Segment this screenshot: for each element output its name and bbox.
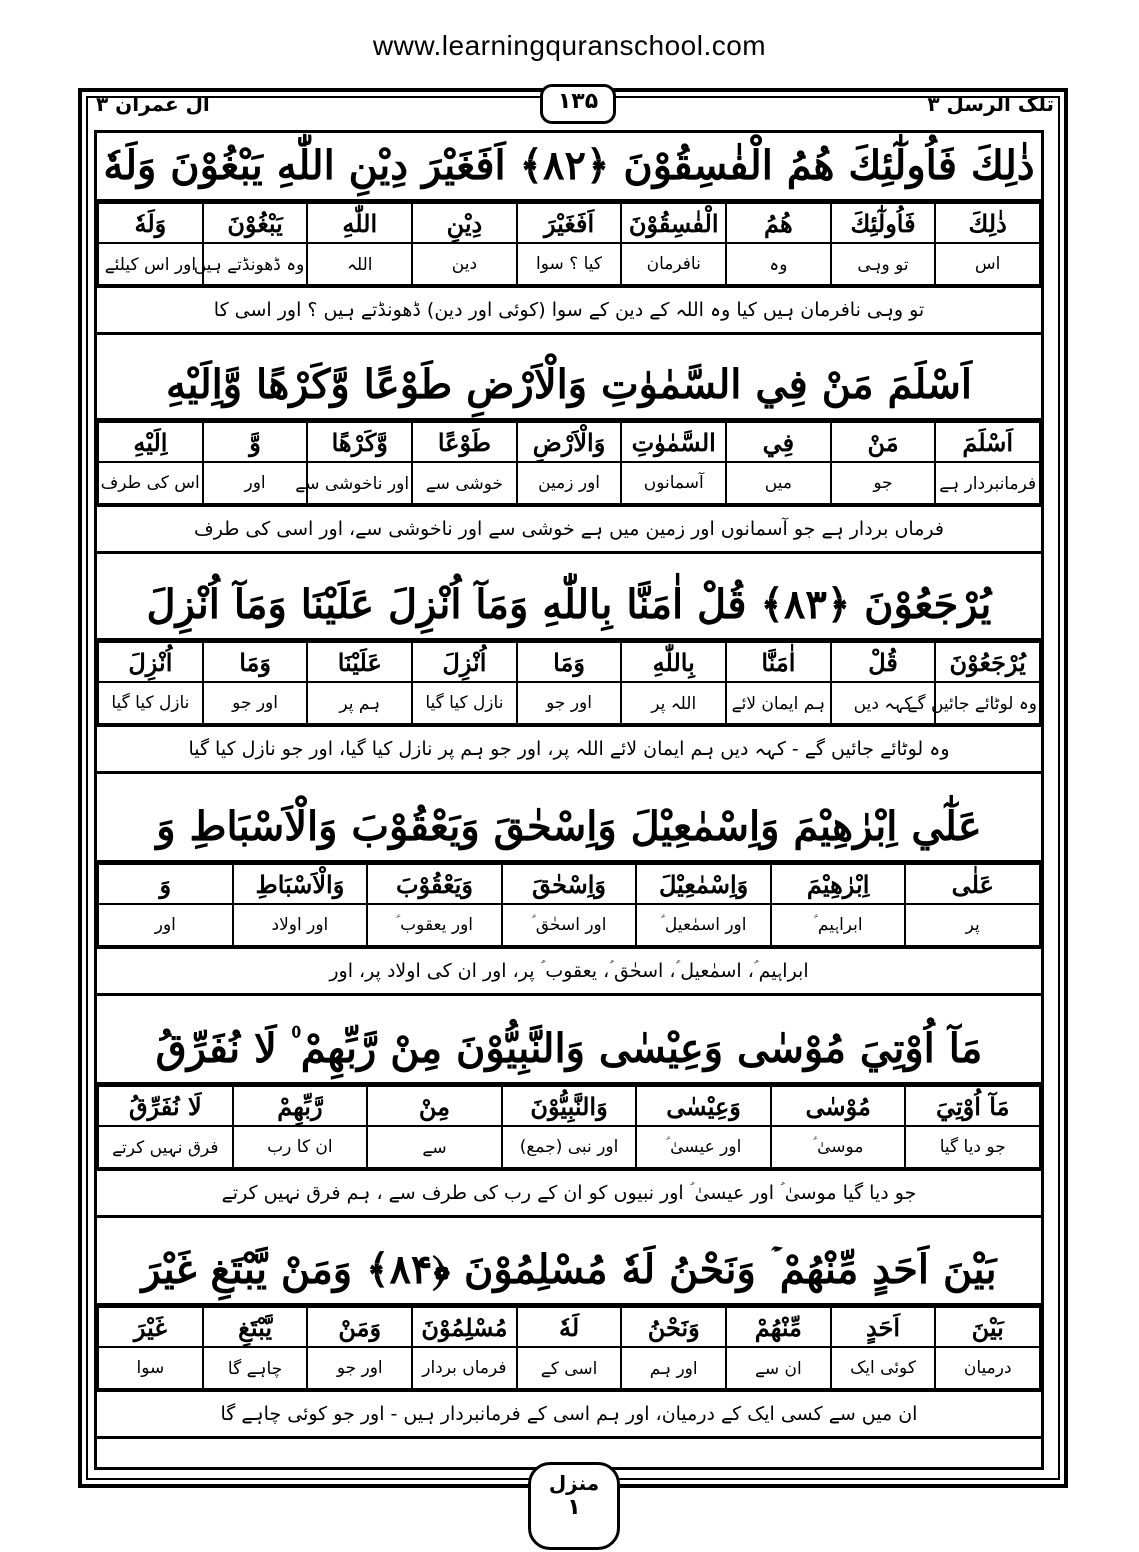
urdu-meaning: اور ہم <box>621 1347 726 1389</box>
site-url: www.learningquranschool.com <box>372 30 767 61</box>
arabic-word: وَّكَرْهًا <box>307 422 412 462</box>
urdu-meaning: نازل کیا گیا <box>98 682 203 724</box>
urdu-translation: تو وہی نافرمان ہیں کیا وہ اللہ کے دین کے سوا (کوئی اور دین) ڈھونڈتے ہیں ؟ اور اسی کا <box>97 286 1041 335</box>
urdu-meaning: پر <box>905 904 1040 946</box>
urdu-meaning: اور اسحٰق ؑ <box>502 904 637 946</box>
urdu-meaning: اور عیسیٰ ؑ <box>636 1126 771 1168</box>
arabic-word: وَاِسْمٰعِيْلَ <box>636 864 771 904</box>
urdu-meaning: جو دیا گیا <box>905 1126 1040 1168</box>
arabic-words-row <box>98 864 1040 904</box>
arabic-word: وَالْاَرْضِ <box>517 422 622 462</box>
urdu-meaning: میں <box>726 462 831 504</box>
urdu-meaning: اور <box>98 904 233 946</box>
urdu-meaning: موسیٰ ؑ <box>771 1126 906 1168</box>
arabic-word: لَهٗ <box>517 1307 622 1347</box>
arabic-word: مُوْسٰى <box>771 1086 906 1126</box>
urdu-meanings-row <box>98 462 1040 504</box>
arabic-word: اَحَدٍ <box>831 1307 936 1347</box>
urdu-meaning: اس <box>935 243 1040 285</box>
urdu-meaning: جو <box>831 462 936 504</box>
arabic-word: اُنْزِلَ <box>412 642 517 682</box>
urdu-meaning: اللہ پر <box>621 682 726 724</box>
arabic-words-row <box>98 1086 1040 1126</box>
arabic-word: اَفَغَيْرَ <box>517 203 622 243</box>
urdu-meanings-row <box>98 1126 1040 1168</box>
urdu-meaning: وہ <box>726 243 831 285</box>
urdu-meaning: دین <box>412 243 517 285</box>
urdu-meaning: آسمانوں <box>621 462 726 504</box>
surah-name: ال عمران ۳ <box>96 92 210 116</box>
manzil-badge <box>528 1462 620 1550</box>
urdu-meaning: نازل کیا گیا <box>412 682 517 724</box>
word-by-word-table <box>97 421 1041 505</box>
arabic-word: قُلْ <box>831 642 936 682</box>
arabic-word: يَّبْتَغِ <box>203 1307 308 1347</box>
manzil-label: منزل <box>548 1471 600 1495</box>
urdu-meaning: کوئی ایک <box>831 1347 936 1389</box>
urdu-meaning: اور جو <box>203 682 308 724</box>
arabic-word: وَمَا <box>203 642 308 682</box>
urdu-meaning: ابراہیم ؑ <box>771 904 906 946</box>
arabic-word: وَالنَّبِيُّوْنَ <box>502 1086 637 1126</box>
urdu-meaning: فرق نہیں کرتے <box>98 1126 233 1168</box>
urdu-translation: وہ لوٹائے جائیں گے - کہہ دیں ہم ایمان لائے اللہ پر، اور جو ہم پر نازل کیا گیا، اور جو نازل کیا گیا <box>97 725 1041 774</box>
arabic-word: وَّ <box>203 422 308 462</box>
urdu-meaning: وہ ڈھونڈتے ہیں <box>203 243 308 285</box>
word-by-word-table <box>97 1306 1041 1390</box>
arabic-verse: اَسْلَمَ مَنْ فِي السَّمٰوٰتِ وَالْاَرْضِ طَوْعًا وَّكَرْهًا وَّاِلَيْهِ <box>97 352 1041 421</box>
urdu-meaning: اور اسمٰعیل ؑ <box>636 904 771 946</box>
arabic-word: اللّٰهِ <box>307 203 412 243</box>
arabic-words-row <box>98 422 1040 462</box>
arabic-word: وَلَهٗ <box>98 203 203 243</box>
urdu-meaning: اور اولاد <box>233 904 368 946</box>
arabic-word: مَآ اُوْتِيَ <box>905 1086 1040 1126</box>
arabic-word: دِيْنِ <box>412 203 517 243</box>
arabic-word: وَمَنْ <box>307 1307 412 1347</box>
arabic-word: هُمُ <box>726 203 831 243</box>
arabic-word: رَّبِّهِمْ <box>233 1086 368 1126</box>
arabic-word: مِّنْهُمْ <box>726 1307 831 1347</box>
arabic-verse: مَآ اُوْتِيَ مُوْسٰى وَعِيْسٰى وَالنَّبِيُّوْنَ مِنْ رَّبِّهِمْ ۠ لَا نُفَرِّقُ <box>97 1016 1041 1085</box>
arabic-word: الْفٰسِقُوْنَ <box>621 203 726 243</box>
arabic-word: وَنَحْنُ <box>621 1307 726 1347</box>
urdu-translation: جو دیا گیا موسیٰ ؑ اور عیسیٰ ؑ اور نبیوں کو ان کے رب کی طرف سے ، ہم فرق نہیں کرتے <box>97 1169 1041 1218</box>
arabic-word: عَلَيْنَا <box>307 642 412 682</box>
urdu-meaning: اللہ <box>307 243 412 285</box>
urdu-meaning: ہم ایمان لائے <box>726 682 831 724</box>
verse-section <box>97 1237 1041 1439</box>
arabic-word: يَبْغُوْنَ <box>203 203 308 243</box>
urdu-meaning: فرمانبردار ہے <box>935 462 1040 504</box>
arabic-word: عَلٰی <box>905 864 1040 904</box>
arabic-verse: بَيْنَ اَحَدٍ مِّنْهُمْ ۡ وَنَحْنُ لَهٗ مُسْلِمُوْنَ ﴿۸۴﴾ وَمَنْ يَّبْتَغِ غَيْرَ <box>97 1237 1041 1306</box>
page-number: ۱۳۵ <box>540 84 616 124</box>
arabic-word: لَا نُفَرِّقُ <box>98 1086 233 1126</box>
verse-section <box>97 1016 1041 1218</box>
arabic-word: مِنْ <box>367 1086 502 1126</box>
urdu-meaning: اسی کے <box>517 1347 622 1389</box>
urdu-meanings-row <box>98 904 1040 946</box>
urdu-meaning: سوا <box>98 1347 203 1389</box>
verse-section <box>97 133 1041 335</box>
arabic-word: وَاِسْحٰقَ <box>502 864 637 904</box>
urdu-meanings-row <box>98 682 1040 724</box>
urdu-meaning: اور جو <box>517 682 622 724</box>
arabic-words-row <box>98 642 1040 682</box>
arabic-word: مَنْ <box>831 422 936 462</box>
verse-section <box>97 572 1041 774</box>
urdu-meaning: نافرمان <box>621 243 726 285</box>
arabic-word: مُسْلِمُوْنَ <box>412 1307 517 1347</box>
arabic-word: فِي <box>726 422 831 462</box>
arabic-word: اُنْزِلَ <box>98 642 203 682</box>
arabic-word: اٰمَنَّا <box>726 642 831 682</box>
urdu-meaning: تو وہی <box>831 243 936 285</box>
arabic-word: وَ <box>98 864 233 904</box>
urdu-meaning: اور ناخوشی سے <box>307 462 412 504</box>
arabic-word: اَسْلَمَ <box>935 422 1040 462</box>
urdu-meaning: کہہ دیں <box>831 682 936 724</box>
arabic-word: وَمَا <box>517 642 622 682</box>
urdu-meaning: وہ لوٹائے جائیں گے <box>935 682 1040 724</box>
arabic-word: ذٰلِكَ <box>935 203 1040 243</box>
urdu-translation: ان میں سے کسی ایک کے درمیان، اور ہم اسی کے فرمانبردار ہیں - اور جو کوئی چاہے گا <box>97 1390 1041 1439</box>
arabic-word: وَالْاَسْبَاطِ <box>233 864 368 904</box>
arabic-word: اِبْرٰهِيْمَ <box>771 864 906 904</box>
arabic-word: وَيَعْقُوْبَ <box>367 864 502 904</box>
urdu-meaning: اس کی طرف <box>98 462 203 504</box>
manzil-number: ۱ <box>567 1495 581 1520</box>
arabic-words-row <box>98 1307 1040 1347</box>
urdu-meaning: اور نبی (جمع) <box>502 1126 637 1168</box>
urdu-meaning: چاہے گا <box>203 1347 308 1389</box>
arabic-verse: يُرْجَعُوْنَ ﴿۸۳﴾ قُلْ اٰمَنَّا بِاللّٰهِ وَمَآ اُنْزِلَ عَلَيْنَا وَمَآ اُنْزِلَ <box>97 572 1041 641</box>
arabic-word: طَوْعًا <box>412 422 517 462</box>
urdu-meanings-row <box>98 243 1040 285</box>
urdu-meaning: فرماں بردار <box>412 1347 517 1389</box>
para-name: تلک الرسل ۳ <box>927 92 1054 116</box>
arabic-verse: ذٰلِكَ فَاُولٰٓئِكَ هُمُ الْفٰسِقُوْنَ ﴿۸۲﴾ اَفَغَيْرَ دِيْنِ اللّٰهِ يَبْغُوْنَ وَلَهٗ <box>97 133 1041 202</box>
urdu-translation: ابراہیم ؑ، اسمٰعیل ؑ، اسحٰق ؑ، یعقوب ؑ پر، اور ان کی اولاد پر، اور <box>97 947 1041 996</box>
verse-section <box>97 794 1041 996</box>
verse-section <box>97 352 1041 554</box>
arabic-word: فَاُولٰٓئِكَ <box>831 203 936 243</box>
urdu-meanings-row <box>98 1347 1040 1389</box>
urdu-meaning: ان کا رب <box>233 1126 368 1168</box>
arabic-word: اِلَيْهِ <box>98 422 203 462</box>
word-by-word-table <box>97 1085 1041 1169</box>
urdu-meaning: ہم پر <box>307 682 412 724</box>
urdu-meaning: اور اس کیلئے <box>98 243 203 285</box>
urdu-meaning: کیا ؟ سوا <box>517 243 622 285</box>
urdu-translation: فرماں بردار ہے جو آسمانوں اور زمین میں ہے خوشی سے اور ناخوشی سے، اور اسی کی طرف <box>97 505 1041 554</box>
urdu-meaning: اور <box>203 462 308 504</box>
urdu-meaning: درمیان <box>935 1347 1040 1389</box>
word-by-word-table <box>97 202 1041 286</box>
arabic-word: يُرْجَعُوْنَ <box>935 642 1040 682</box>
urdu-meaning: سے <box>367 1126 502 1168</box>
arabic-word: غَيْرَ <box>98 1307 203 1347</box>
word-by-word-table <box>97 641 1041 725</box>
urdu-meaning: اور یعقوب ؑ <box>367 904 502 946</box>
urdu-meaning: اور زمین <box>517 462 622 504</box>
arabic-word: السَّمٰوٰتِ <box>621 422 726 462</box>
arabic-word: بَيْنَ <box>935 1307 1040 1347</box>
arabic-verse: عَلٰٓي اِبْرٰهِيْمَ وَاِسْمٰعِيْلَ وَاِسْحٰقَ وَيَعْقُوْبَ وَالْاَسْبَاطِ وَ <box>97 794 1041 863</box>
arabic-word: بِاللّٰهِ <box>621 642 726 682</box>
urdu-meaning: اور جو <box>307 1347 412 1389</box>
word-by-word-table <box>97 863 1041 947</box>
arabic-words-row <box>98 203 1040 243</box>
arabic-word: وَعِيْسٰى <box>636 1086 771 1126</box>
urdu-meaning: ان سے <box>726 1347 831 1389</box>
urdu-meaning: خوشی سے <box>412 462 517 504</box>
